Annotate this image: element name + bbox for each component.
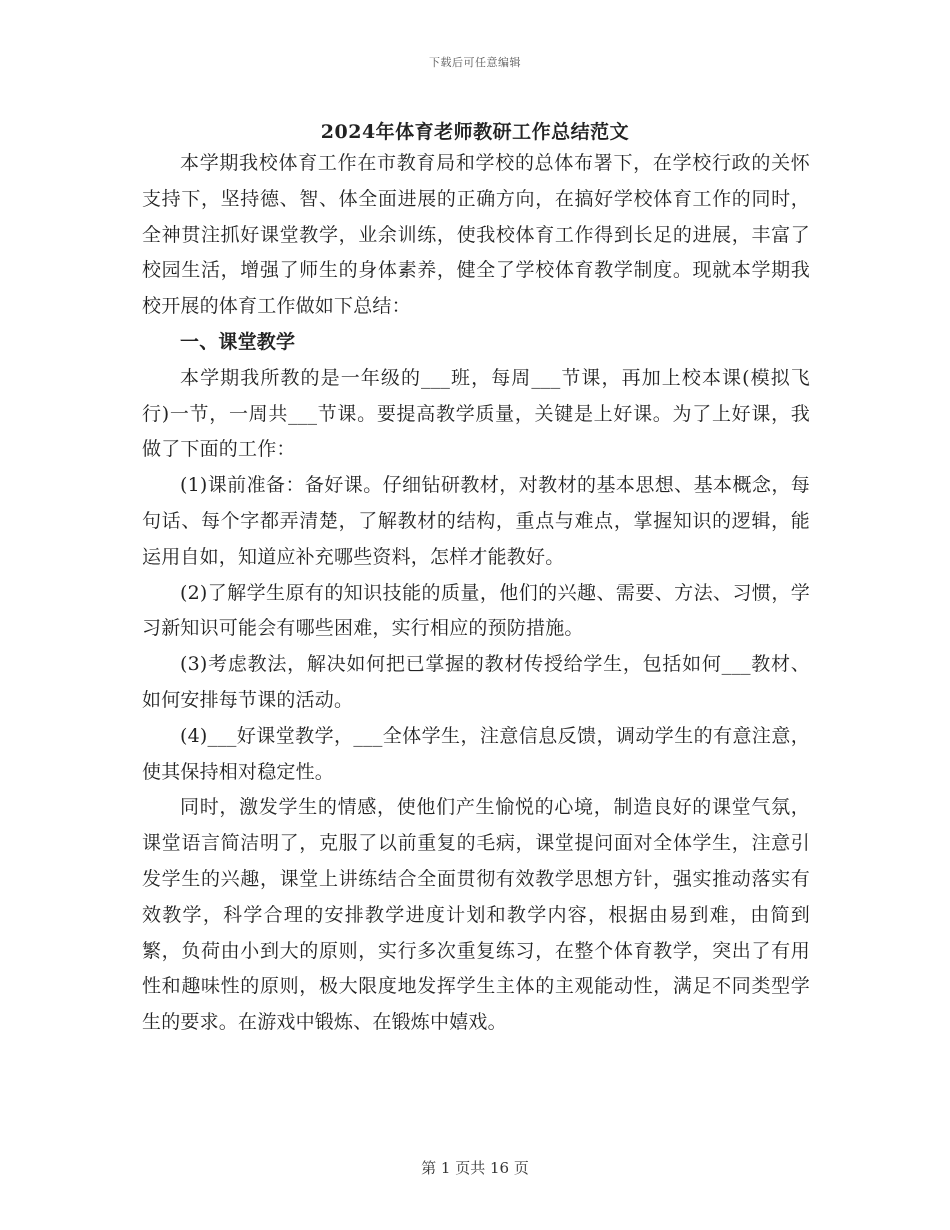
body-paragraph: 本学期我所教的是一年级的___班，每周___节课，再加上校本课(模拟飞行)一节，一周共___节课。要提高教学质量，关键是上好课。为了上好课，我做了下面的工作： [142,366,810,461]
document-body [142,146,810,1041]
list-item-paragraph: (2)了解学生原有的知识技能的质量，他们的兴趣、需要、方法、习惯，学习新知识可能会有哪些困难，实行相应的预防措施。 [142,581,810,640]
header-note: 下载后可任意编辑 [429,56,521,69]
body-paragraph: 同时，激发学生的情感，使他们产生愉悦的心境，制造良好的课堂气氛，课堂语言简洁明了，克服了以前重复的毛病，课堂提问面对全体学生，注意引发学生的兴趣，课堂上讲练结合全面贯彻有效教学思想方针，强实推动落实有效教学，科学合理的安排教学进度计划和教学内容，根据由易到难，由简到繁，负荷由小到大的原则，实行多次重复练习，在整个体育教学，突出了有用性和趣味性的原则，极大限度地发挥学生主体的主观能动性，满足不同类型学生的要求。在游戏中锻炼、在锻炼中嬉戏。 [142,796,810,1034]
list-item-paragraph: (1)课前准备：备好课。仔细钻研教材，对教材的基本思想、基本概念，每句话、每个字都弄清楚，了解教材的结构，重点与难点，掌握知识的逻辑，能运用自如，知道应补充哪些资料，怎样才能教好。 [142,474,810,568]
document-title: 2024年体育老师教研工作总结范文 [320,121,630,143]
page-number: 第 1 页共 16 页 [421,1159,529,1177]
list-item-paragraph: (4)___好课堂教学，___全体学生，注意信息反馈，调动学生的有意注意，使其保持相对稳定性。 [142,724,810,783]
intro-paragraph: 本学期我校体育工作在市教育局和学校的总体布署下，在学校行政的关怀支持下，坚持德、智、体全面进展的正确方向，在搞好学校体育工作的同时，全神贯注抓好课堂教学，业余训练，使我校体育工作得到长足的进展，丰富了校园生活，增强了师生的身体素养，健全了学校体育教学制度。现就本学期我校开展的体育工作做如下总结： [142,152,810,318]
list-item-paragraph: (3)考虑教法，解决如何把已掌握的教材传授给学生，包括如何___教材、如何安排每节课的活动。 [142,653,810,711]
section-heading: 一、课堂教学 [180,330,296,353]
